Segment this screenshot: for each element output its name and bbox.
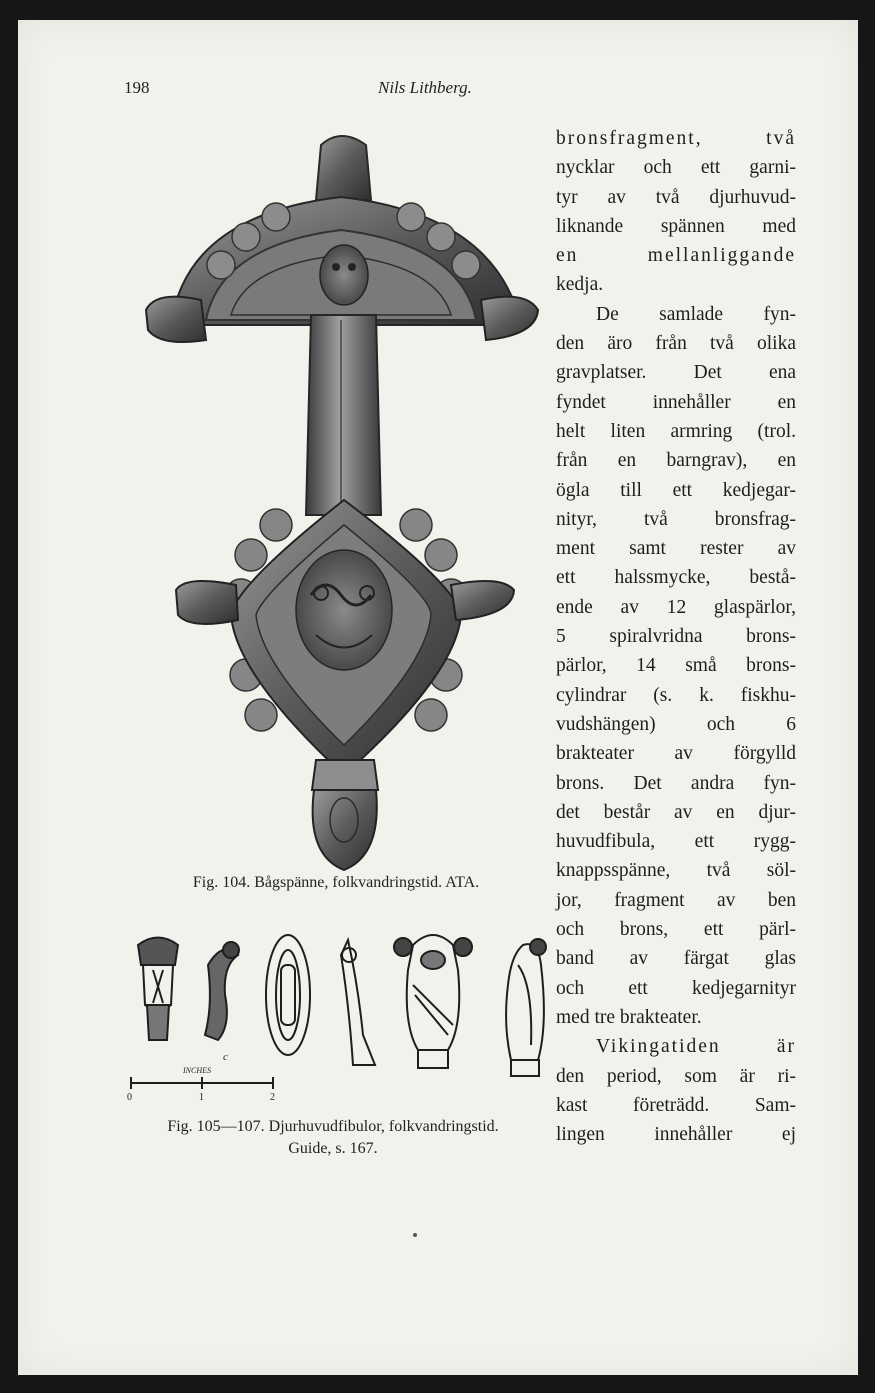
body-line: lingen innehåller ej	[556, 1124, 796, 1146]
body-line: och brons, ett pärl-	[556, 919, 796, 941]
body-line: ment samt rester av	[556, 538, 796, 560]
body-line: Vikingatiden är	[596, 1036, 796, 1058]
body-line: ögla till ett kedjegar-	[556, 479, 796, 501]
body-line: knappsspänne, två söl-	[556, 860, 796, 882]
fig104-bow-brooch-image	[126, 115, 546, 875]
letter-label-c: c	[223, 1051, 228, 1063]
running-head: Nils Lithberg.	[378, 78, 472, 97]
body-line: tyr av två djurhuvud-	[556, 186, 796, 208]
body-line: De samlade fyn-	[596, 303, 796, 325]
fig105-caption-line2: Guide, s. 167.	[288, 1140, 378, 1157]
body-line: nityr, två bronsfrag-	[556, 508, 796, 530]
body-line: liknande spännen med	[556, 215, 796, 237]
body-line: en mellanliggande	[556, 245, 796, 267]
ink-speck	[413, 1233, 417, 1237]
body-line: kedja.	[556, 274, 604, 296]
body-line: huvudfibula, ett rygg-	[556, 831, 796, 853]
body-line: brons. Det andra fyn-	[556, 772, 796, 794]
body-line: jor, fragment av ben	[556, 889, 796, 911]
body-line: helt liten armring (trol.	[556, 420, 796, 442]
body-line: fyndet innehåller en	[556, 391, 796, 413]
body-line: nycklar och ett garni-	[556, 157, 796, 179]
book-page	[18, 20, 858, 1375]
body-line: bronsfragment, två	[556, 128, 796, 149]
scale-tick-0: 0	[127, 1092, 132, 1100]
scale-tick-2: 2	[270, 1092, 275, 1100]
body-line: gravplatser. Det ena	[556, 362, 796, 384]
body-line: ende av 12 glaspärlor,	[556, 596, 796, 618]
page-number: 198	[124, 78, 150, 97]
body-line: cylindrar (s. k. fiskhu-	[556, 684, 796, 706]
body-line: 5 spiralvridna brons-	[556, 626, 796, 648]
body-line: vudshängen) och 6	[556, 713, 796, 735]
body-line: pärlor, 14 små brons-	[556, 655, 796, 677]
body-line: den period, som är ri-	[556, 1065, 796, 1087]
body-line: den äro från två olika	[556, 333, 796, 355]
fig104-caption: Fig. 104. Bågspänne, folkvandringstid. ATA.	[192, 874, 480, 891]
fig105-107-fibulae-drawings	[113, 925, 558, 1100]
fig105-caption	[108, 1116, 558, 1160]
body-text-column	[556, 124, 796, 1149]
body-line: med tre brakteater.	[556, 1006, 702, 1028]
fig105-caption-line1: Fig. 105—107. Djurhuvudfibulor, folkvandringstid.	[167, 1118, 499, 1135]
body-line: från en barngrav), en	[556, 450, 796, 472]
body-line: det består av en djur-	[556, 801, 796, 823]
scale-tick-1: 1	[199, 1092, 204, 1100]
body-line: och ett kedjegarnityr	[556, 977, 796, 999]
body-line: ett halssmycke, bestå-	[556, 567, 796, 589]
scale-label: INCHES	[183, 1066, 211, 1075]
body-line: brakteater av förgylld	[556, 743, 796, 765]
body-line: band av färgat glas	[556, 948, 796, 970]
body-line: kast företrädd. Sam-	[556, 1094, 796, 1116]
